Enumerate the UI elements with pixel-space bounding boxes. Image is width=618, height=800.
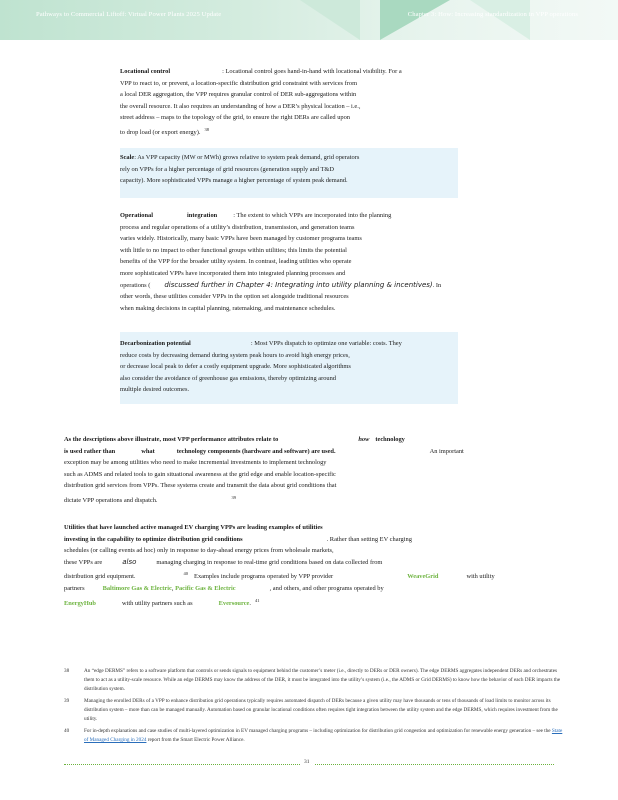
managed-charging-report-link[interactable]: State of Managed Charging in 2024 xyxy=(84,728,563,743)
locational-control-block: Locational control : Locational control goes hand-in-hand with locational visibility. For a VPP to react to, or prevent, a location-specific distribution grid constraint with services from a local DER aggregation, the VPP requires granular control of DER sub-aggregations within the overall resource. It also requires an understanding of how a DER’s physical location – i.e., street address – maps to the topology of the grid, to ensure the right DERs are called upon to drop load (or export energy). $^{38}$ xyxy=(120,68,402,137)
eversource-link[interactable]: Eversource xyxy=(218,599,250,607)
footnote-ref-41: 41 xyxy=(254,597,260,603)
scale-term: Scale xyxy=(120,154,135,161)
operational-integration-block: Operational integration : The extent to which VPPs are incorporated into the planning process and regular operations of a utility’s distribution, transmission, and generation teams varies widely. Historically, many basic VPPs have been managed by customer programs teams with little to no impact to other functional groups within utilities; this limits the potential benefits of the VPP for the broader utility system. In contrast, leading utilities who operate more sophisticated VPPs have incorporated them into integrated planning processes and operations ( discussed further in Chapter 4: Integrating into utility planning & incentives). In other words, these utilities consider VPPs in the option set alongside traditional resources when making decisions in capital planning, ratemaking, and maintenance schedules. xyxy=(120,212,442,312)
bge-link[interactable]: Baltimore Gas & Electric xyxy=(102,585,172,593)
decarbonization-term: Decarbonization potential xyxy=(120,340,191,347)
footnote-ref-40: 40 xyxy=(183,571,189,577)
decarbonization-block: Decarbonization potential : Most VPPs dispatch to optimize one variable: costs. They reduce costs by decreasing demand during system peak hours to avoid high energy prices, or decrease local peak to defer a costly equipment upgrade. More sophisticated algorithms also consider the avoidance of greenhouse gas emissions, thereby optimizing around multiple desired outcomes. xyxy=(120,340,402,394)
page-number: 31 xyxy=(300,759,314,765)
footnote-39: 39 Managing the enrolled DERs of a VPP to enhance distribution grid operations typically requires automated dispatch of DERs because a given utility may have thousands or tens of thousands of load limits to monitor across its distribution system – more than can be managed manually. Automation based on granular locational conditions often requires tight integration between the utility system and the edge DERMS, which requires investment from the utility. xyxy=(64,698,558,722)
footnote-38: 38 An “edge DERMS” refers to a software platform that controls or sends signals to equipment behind the customer’s meter (i.e., directly to DERs or DER owners). The edge DERMS aggregates independent DERs and orchestrates them to act as a utility-scale resource. While an edge DERMS may know the address of the DER, it must be integrated into the utility’s system (i.e., the ADMS or Grid DERMS) to know how the behavior of each DER impacts the distribution system. xyxy=(64,668,561,692)
scale-block: Scale: As VPP capacity (MW or MWh) grows relative to system peak demand, grid operators rely on VPPs for a higher percentage of grid resources (generation supply and T&D capacity). More sophisticated VPPs manage a higher percentage of system peak demand. xyxy=(120,154,360,185)
operational-term: Operational xyxy=(120,212,154,219)
paragraph-ev-charging: Utilities that have launched active managed EV charging VPPs are leading examples of utilities investing in the capability to optimize distribution grid conditions . Rather than setting EV charging schedules (or calling events ad hoc) only in response to day-ahead energy prices from wholesale markets, these VPPs are also managing charging in response to real-time grid conditions based on data collected from distribution grid equipment. $^{40}$ Examples include programs operated by VPP provider WeaveGrid with utility partners Baltimore Gas & Electric, Pacific Gas & Electric , and others, and other programs operated by EnergyHub with utility partners such as Eversource. $^{41}$ xyxy=(64,524,495,607)
footnote-40: 40 For in-depth explanations and case studies of multi-layered optimization in EV managed charging programs – including optimization for distribution grid congestion and optimization for renewable energy generation – see the State of Managed Charging in 2024 report from the Smart Electric Power Alliance. xyxy=(64,728,563,743)
locational-control-term: Locational control xyxy=(120,68,171,75)
pge-link[interactable]: Pacific Gas & Electric xyxy=(175,585,236,593)
footnotes xyxy=(64,667,564,748)
weavegrid-link[interactable]: WeaveGrid xyxy=(407,573,439,581)
footnote-ref-39: 39 xyxy=(231,494,237,500)
paragraph-performance-attributes: As the descriptions above illustrate, most VPP performance attributes relate to how technology is used rather than what technology components (hardware and software) are used. An important exception may be among utilities who need to make incremental investments to implement technology such as ADMS and related tools to gain situational awareness at the grid edge and enable location-specific distribution grid services from VPPs. These systems create and transmit the data about grid conditions that dictate VPP operations and dispatch. $^{39}$ xyxy=(64,436,464,505)
page-header xyxy=(0,0,618,40)
header-report-title: Pathways to Commercial Liftoff: Virtual Power Plants 2025 Update xyxy=(36,11,222,18)
footnote-ref-38: 38 xyxy=(204,126,209,132)
header-chapter-title: Chapter 3: How: Increasing standardization in VPP operations xyxy=(407,11,578,18)
energyhub-link[interactable]: EnergyHub xyxy=(64,599,96,607)
chapter-4-reference: discussed further in Chapter 4: Integrating into utility planning & incentives) xyxy=(164,280,433,289)
